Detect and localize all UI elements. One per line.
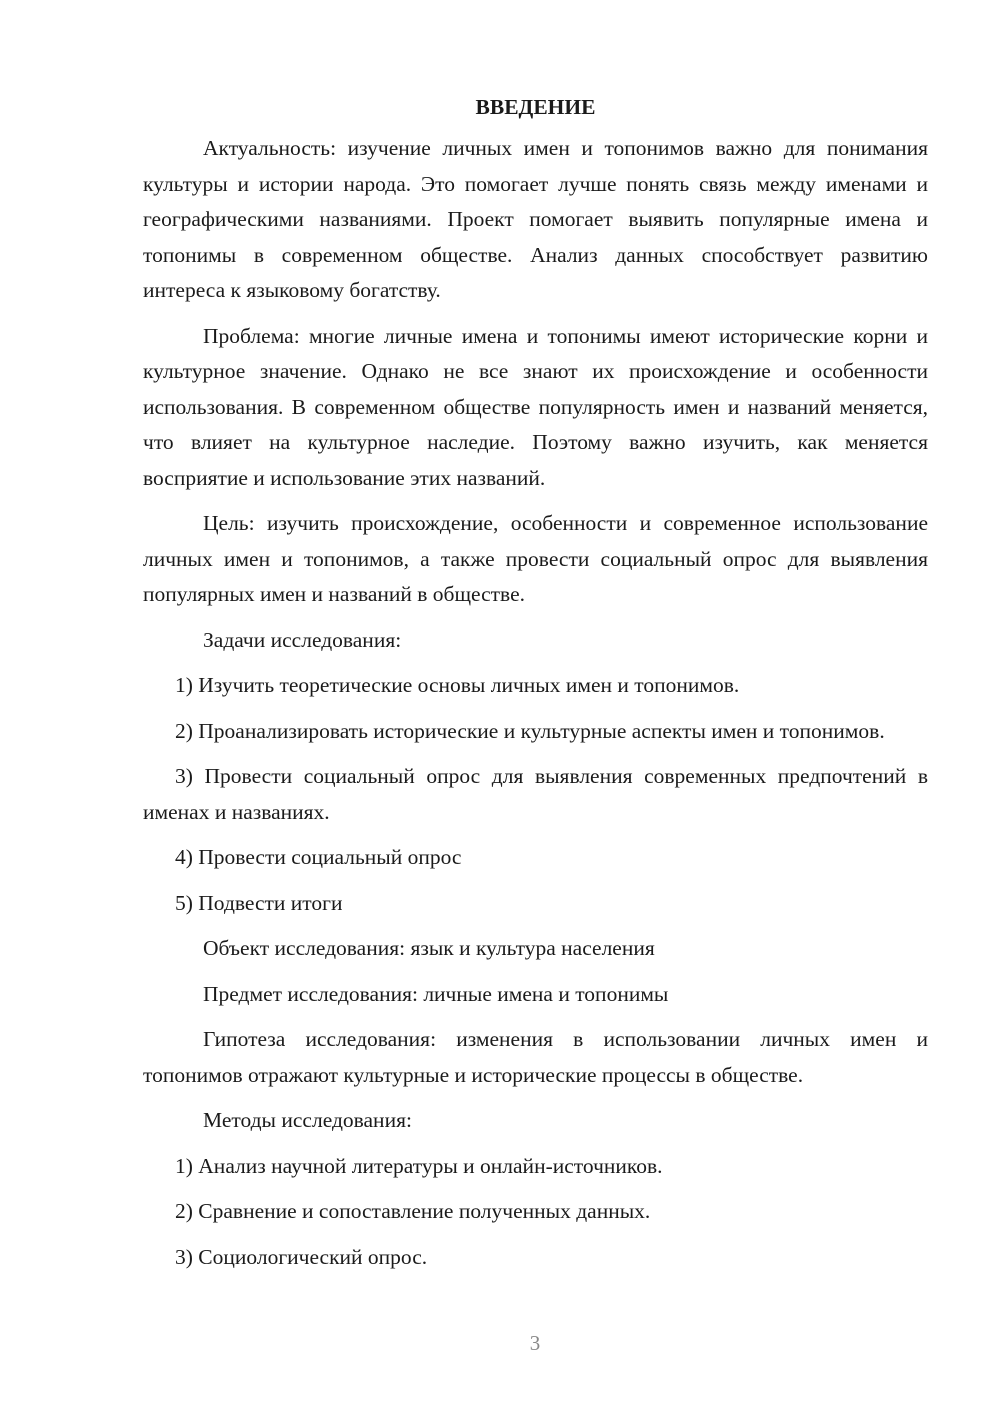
subject-line: Предмет исследования: личные имена и топонимы [203,981,669,1006]
hypothesis-paragraph: Гипотеза исследования: изменения в использовании личных имен и топонимов отражают культурные и исторические процессы в обществе. [143,1027,928,1087]
object-line: Объект исследования: язык и культура населения [203,936,655,960]
task-item-1: 1) Изучить теоретические основы личных имен и топонимов. [175,673,740,697]
task-item-2: 2) Проанализировать исторические и культурные аспекты имен и топонимов. [175,718,885,743]
relevance-paragraph: Актуальность: изучение личных имен и топонимов важно для понимания культуры и истории народа. Это помогает лучше понять связь между именами и географическими названиями. Проект помогает выявить популярные имена и топонимы в современном обществе. Анализ данных способствует развитию интереса к языковому богатству. [143,136,928,302]
method-item-2: 2) Сравнение и сопоставление полученных данных. [175,1199,651,1223]
task-item-5: 5) Подвести итоги [175,890,343,915]
goal-paragraph: Цель: изучить происхождение, особенности и современное использование личных имен и топонимов, а также провести социальный опрос для выявления популярных имен и названий в обществе. [143,511,928,606]
page-title: ВВЕДЕНИЕ [475,95,596,119]
document-page [143,90,928,1285]
method-item-1: 1) Анализ научной литературы и онлайн-источников. [175,1153,663,1178]
method-item-3: 3) Социологический опрос. [175,1244,428,1269]
task-item-4: 4) Провести социальный опрос [175,845,462,869]
page-number: 3 [529,1331,541,1355]
methods-heading: Методы исследования: [203,1108,412,1132]
problem-paragraph: Проблема: многие личные имена и топонимы имеют исторические корни и культурное значение. Однако не все знают их происхождение и особенности использования. В современном обществе популярность имен и названий меняется, что влияет на культурное наследие. Поэтому важно изучить, как меняется восприятие и использование этих названий. [143,323,928,490]
task-item-3: 3) Провести социальный опрос для выявления современных предпочтений в именах и названиях. [143,764,928,824]
tasks-heading: Задачи исследования: [203,627,402,652]
